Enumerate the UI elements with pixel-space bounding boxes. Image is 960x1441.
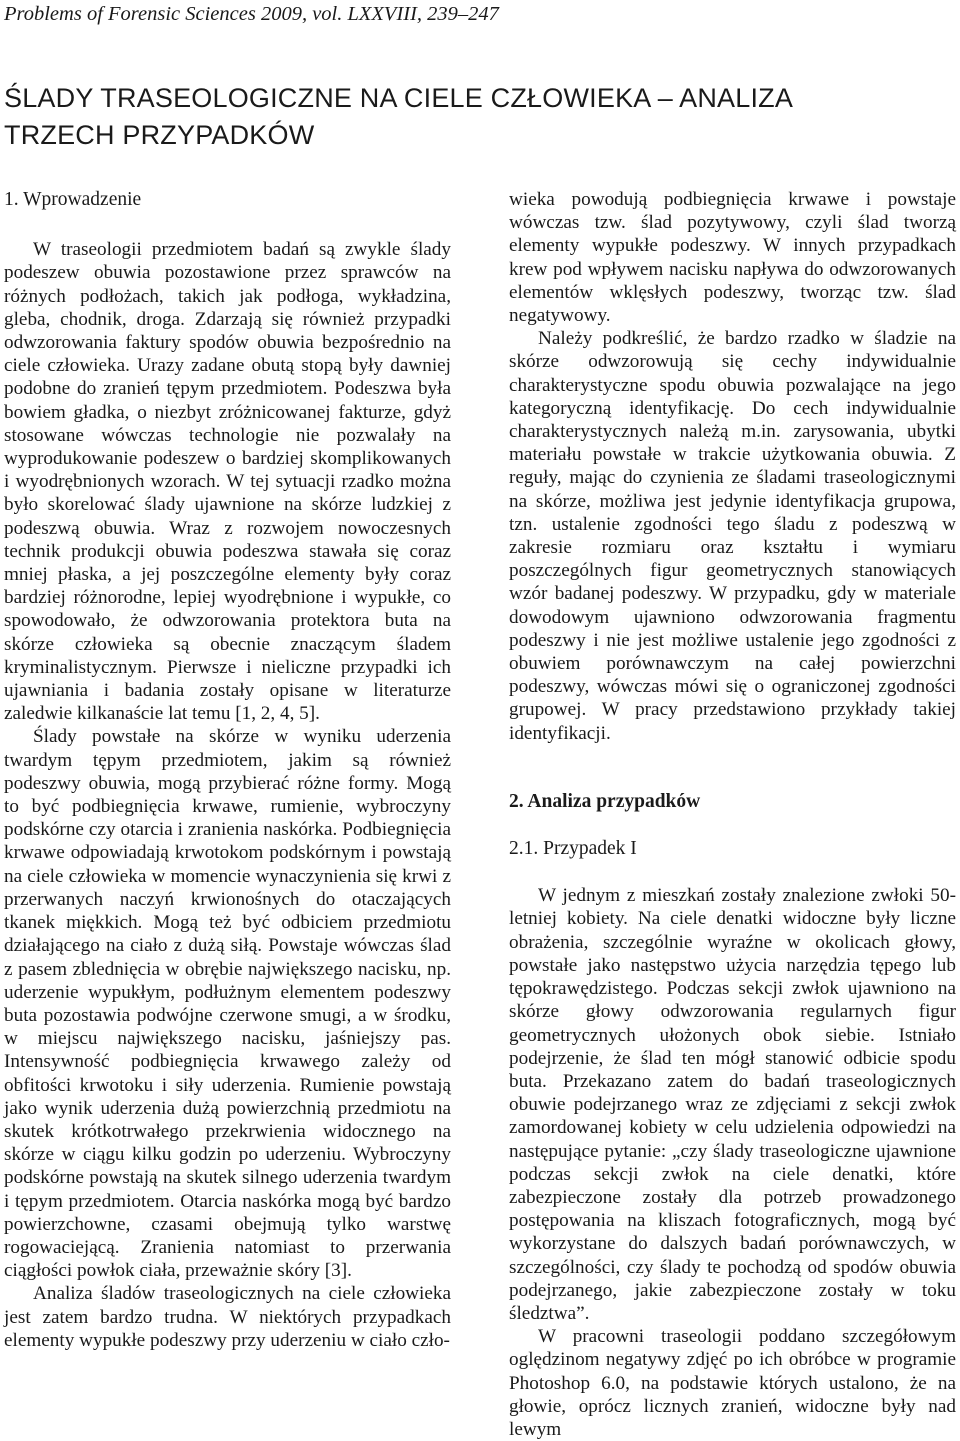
right-column — [509, 188, 956, 1440]
paragraph: W jednym z mieszkań zostały znalezione zwłoki 50-letniej kobiety. Na ciele denatki widoczne były liczne obrażenia, szczególnie wyraźne w okolicach głowy, powstałe jako następstwo użycia narzędzia tępego lub tępokrawędzistego. Podczas sekcji zwłok ujawniono na skórze głowy odwzorowania regularnych figur geometrycznych ułożonych obok siebie. Istniało podejrzenie, że ślad ten mógł stanowić odbicie spodu buta. Przekazano zatem do badań traseologicznych obuwie podejrzanego wraz ze zdjęciami z sekcji zwłok zamordowanej kobiety w celu udzielenia odpowiedzi na następujące pytanie: „czy ślady traseologiczne ujawnione podczas sekcji zwłok na ciele denatki, które zabezpieczone zostały dla potrzeb prowadzonego postępowania na kliszach fotograficznych, mogą być wykorzystane do dalszych badań porównawczych, w szczególności, czy ślady te pochodzą od spodów obuwia podejrzanego, jakie zabezpieczone zostały w toku śledztwa”. — [509, 885, 956, 1324]
left-column — [4, 188, 451, 1351]
paragraph: Analiza śladów traseologicznych na ciele człowieka jest zatem bardzo trudna. W niektórych przypadkach elementy wypukłe podeszwy przy uderzeniu w ciało czło- — [4, 1283, 451, 1351]
journal-header: Problems of Forensic Sciences 2009, vol. LXXVIII, 239–247 — [4, 3, 499, 25]
title-line-1: ŚLADY TRASEOLOGICZNE NA CIELE CZŁOWIEKA – ANALIZA — [4, 83, 794, 113]
subsection-heading-case-1: 2.1. Przypadek I — [509, 838, 637, 860]
paragraph: W traseologii przedmiotem badań są zwykle ślady podeszew obuwia pozostawione przez sprawców na różnych podłożach, takich jak podłoga, wykładzina, gleba, chodnik, droga. Zdarzają się również przypadki odwzorowania faktury spodów obuwia bezpośrednio na ciele człowieka. Urazy zadane obutą stopą były dawniej podobne do zranień tępym przedmiotem. Podeszwa była bowiem gładka, o niezbyt zróżnicowanej fakturze, gdyż stosowane wówczas technologie nie pozwalały na wyprodukowanie podeszew o bardziej skomplikowanych i wyodrębnionych wzorach. W tej sytuacji rzadko można było skorelować ślady ujawnione na skórze ludzkiej z podeszwą obuwia. Wraz z rozwojem nowoczesnych technik produkcji obuwia podeszwa stawała się coraz mniej płaska, a jej poszczególne elementy były coraz bardziej różnorodne, lepiej wyodrębnione i wypukłe, co spowodowało, że odwzorowania protektora buta na skórze człowieka są obecnie znaczącym śladem kryminalistycznym. Pierwsze i nieliczne przypadki ich ujawniania i badania zostały opisane w literaturze zaledwie kilkanaście lat temu [1, 2, 4, 5]. — [4, 239, 451, 725]
paragraph-continuation: wieka powodują podbiegnięcia krwawe i powstaje wówczas tzw. ślad pozytywowy, czyli ślad tworzą elementy wypukłe podeszwy. W innych przypadkach krew pod wpływem nacisku napływa do odwzorowanych elementów wklęsłych podeszwy, tworząc tzw. ślad negatywowy. — [509, 189, 956, 327]
title-line-2: TRZECH PRZYPADKÓW — [4, 120, 315, 150]
paragraph: W pracowni traseologii poddano szczegółowym oględzinom negatywy zdjęć po ich obróbce w programie Photoshop 6.0, na podstawie których ustalono, że na głowie, oprócz licznych zranień, widoczne były nad lewym — [509, 1326, 956, 1440]
paragraph: Ślady powstałe na skórze w wyniku uderzenia twardym tępym przedmiotem, jakim są również podeszwy obuwia, mogą przybierać różne formy. Mogą to być podbiegnięcia krwawe, rumienie, wybroczyny podskórne czy otarcia i zranienia naskórka. Podbiegnięcia krwawe odpowiadają krwotokom podskórnym i powstają na ciele człowieka w momencie wynaczynienia się krwi z przerwanych naczyń krwionośnych do otaczających tkanek miękkich. Mogą też być odbiciem przedmiotu działającego na ciało z dużą siłą. Powstaje wówczas ślad z pasem zblednięcia w obrębie największego nacisku, np. uderzenie wypukłym, podłużnym elementem podeszwy buta pozostawia podwójne czerwone smugi, a w środku, w miejscu największego nacisku, jaśniejszy pas. Intensywność podbiegnięcia krwawego zależy od obfitości krwotoku i siły uderzenia. Rumienie powstają jako wynik uderzenia dużą powierzchnią przedmiotu na skutek krótkotrwałego przekrwienia widocznego na skórze w ciągu kilku godzin po uderzeniu. Wybroczyny podskórne powstają na skutek silnego uderzenia twardym i tępym przedmiotem. Otarcia naskórka mogą być bardzo powierzchowne, czasami obejmują tylko warstwę rogowaciejącą. Zranienia natomiast to przerwania ciągłości powłok ciała, przeważnie skóry [3]. — [4, 726, 451, 1282]
paragraph: Należy podkreślić, że bardzo rzadko w śladzie na skórze odwzorowują się cechy indywidualnie charakterystyczne spodu obuwia pozwalające na jego kategoryczną identyfikację. Do cech indywidualnie charakterystycznych należą m.in. zarysowania, ubytki materiału powstałe w trakcie użytkowania obuwia. Z reguły, mając do czynienia ze śladami traseologicznymi na skórze, możliwa jest jedynie identyfikacja grupowa, tzn. ustalenie zgodności tego śladu z podeszwą w zakresie rozmiaru oraz kształtu i wymiaru poszczególnych figur geometrycznych stanowiących wzór badanej podeszwy. W przypadku, gdy w materiale dowodowym ujawniono odwzorowania fragmentu podeszwy i nie jest możliwe ustalenie jego zgodności z obuwiem porównawczym na całej powierzchni podeszwy, wówczas mówi się o ograniczonej zgodności grupowej. W pracy przedstawiono przykłady takiej identyfikacji. — [509, 328, 956, 744]
article-title — [4, 80, 944, 154]
section-heading-case-analysis: 2. Analiza przypadków — [509, 790, 701, 812]
section-heading-introduction: 1. Wprowadzenie — [4, 189, 142, 210]
